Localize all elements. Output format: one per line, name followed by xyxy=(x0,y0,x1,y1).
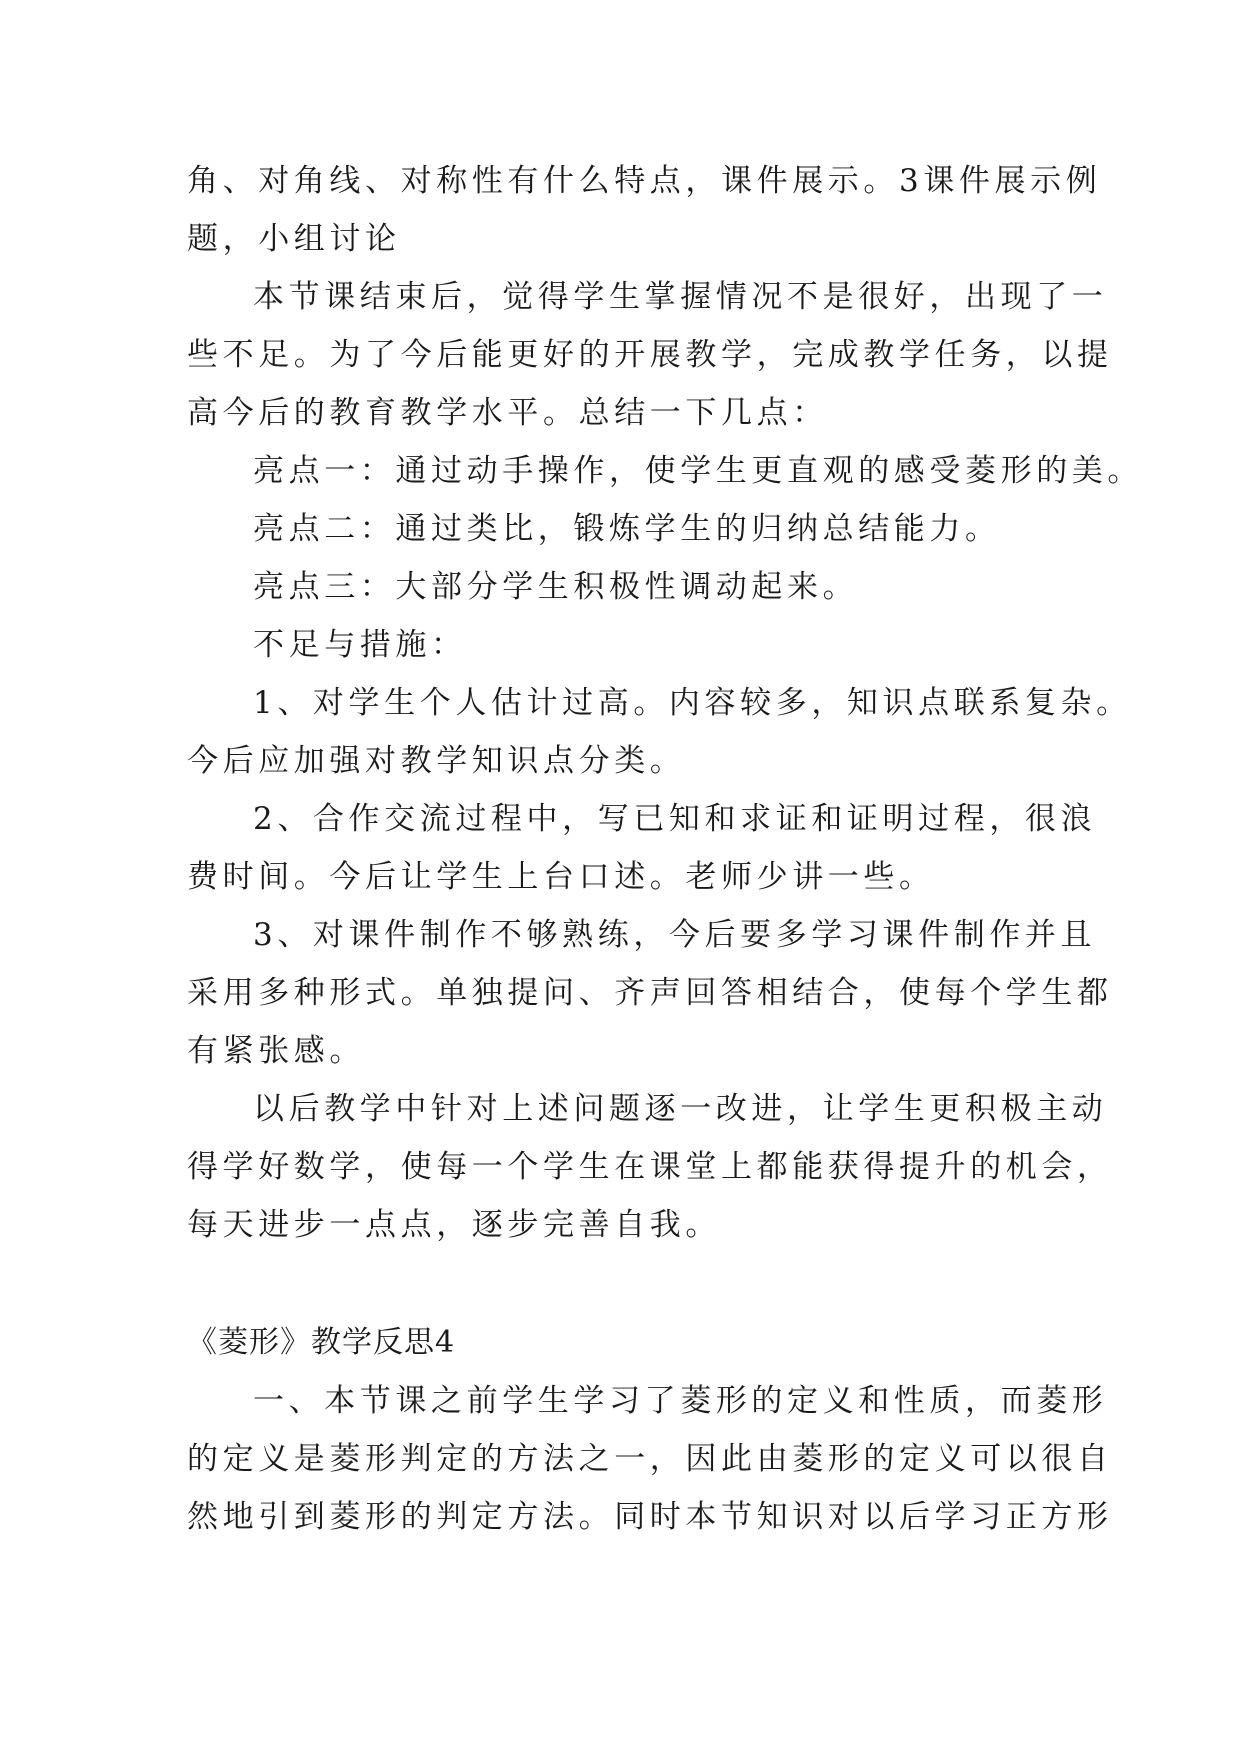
section-gap xyxy=(187,1254,1057,1314)
text-line: 一、本节课之前学生学习了菱形的定义和性质，而菱形 xyxy=(253,1383,1108,1419)
highlights-list xyxy=(187,442,1143,616)
text-line: 然地引到菱形的判定方法。同时本节知识对以后学习正方形 xyxy=(187,1499,1113,1535)
highlight-item: 亮点二：通过类比，锻炼学生的归纳总结能力。 xyxy=(253,511,1001,547)
text-line: 费时间。今后让学生上台口述。老师少讲一些。 xyxy=(187,859,935,895)
reflection-intro-paragraph xyxy=(187,268,1113,442)
measure-item xyxy=(187,674,1132,790)
text-line: 有紧张感。 xyxy=(187,1033,365,1069)
text-line: 角、对角线、对称性有什么特点，课件展示。3课件展示例 xyxy=(187,163,1102,199)
text-line: 些不足。为了今后能更好的开展教学，完成教学任务，以提 xyxy=(187,337,1113,373)
text-line: 的定义是菱形判定的方法之一，因此由菱形的定义可以很自 xyxy=(187,1441,1113,1477)
text-line: 今后应加强对教学知识点分类。 xyxy=(187,743,686,779)
text-line: 2、合作交流过程中，写已知和求证和证明过程，很浪 xyxy=(253,801,1097,837)
text-line: 题，小组讨论 xyxy=(187,221,401,257)
text-line: 本节课结束后，觉得学生掌握情况不是很好，出现了一 xyxy=(253,279,1108,315)
text-line: 每天进步一点点，逐步完善自我。 xyxy=(187,1207,721,1243)
text-line: 3、对课件制作不够熟练，今后要多学习课件制作并且 xyxy=(253,917,1097,953)
text-line: 得学好数学，使每一个学生在课堂上都能获得提升的机会， xyxy=(187,1149,1113,1185)
text-line: 1、对学生个人估计过高。内容较多，知识点联系复杂。 xyxy=(253,685,1132,721)
text-line: 采用多种形式。单独提问、齐声回答相结合，使每个学生都 xyxy=(187,975,1113,1011)
text-line: 以后教学中针对上述问题逐一改进，让学生更积极主动 xyxy=(253,1091,1108,1127)
section-title: 《菱形》教学反思4 xyxy=(187,1325,456,1360)
conclusion-paragraph xyxy=(187,1080,1113,1254)
text-line: 高今后的教育教学水平。总结一下几点： xyxy=(187,395,828,431)
measure-item xyxy=(187,790,1097,906)
document-page xyxy=(187,152,1143,1546)
measure-item xyxy=(187,906,1113,1080)
section4-paragraph xyxy=(187,1372,1113,1546)
highlight-item: 亮点一：通过动手操作，使学生更直观的感受菱形的美。 xyxy=(253,453,1143,489)
highlight-item: 亮点三：大部分学生积极性调动起来。 xyxy=(253,569,859,605)
continuation-paragraph xyxy=(187,152,1102,268)
shortcomings-heading: 不足与措施： xyxy=(253,627,467,663)
